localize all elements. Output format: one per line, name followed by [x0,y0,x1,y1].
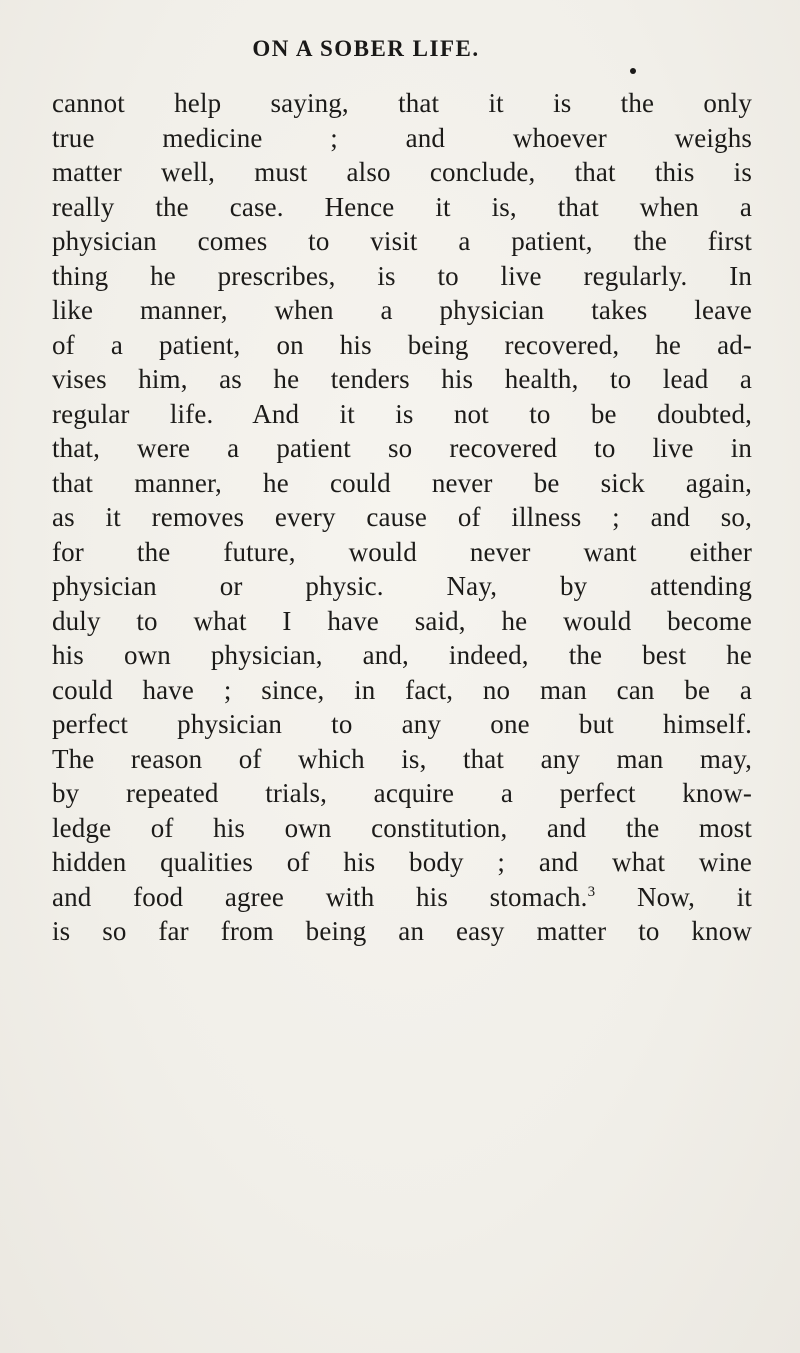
text-line: regular life. And it is not to be doubted, [52,398,752,429]
text-line: duly to what I have said, he would become [52,605,752,636]
body-text [52,86,752,949]
text-line: really the case. Hence it is, that when a [52,191,752,222]
text-line: physician or physic. Nay, by attending [52,571,752,601]
text-line: his own physician, and, indeed, the best he [52,640,752,670]
text-line: cannot help saying, that it is the only [52,88,752,118]
footnote-marker: 3 [587,883,596,900]
text-line: The reason of which is, that any man may, [52,743,752,774]
text-line: matter well, must also conclude, that this is [52,157,752,187]
text-line: that manner, he could never be sick again, [52,467,752,498]
text-line: vises him, as he tenders his health, to lead a [52,364,752,394]
text-line: physician comes to visit a patient, the first [52,226,752,256]
text-line: that, were a patient so recovered to live in [52,433,752,463]
text-line: thing he prescribes, is to live regularly. In [52,260,752,291]
text-line: for the future, would never want either [52,536,752,567]
text-line: like manner, when a physician takes leave [52,295,752,325]
text-line: of a patient, on his being recovered, he ad- [52,329,752,360]
text-line: ledge of his own constitution, and the most [52,812,752,843]
running-head [0,36,800,62]
text-line-tail: Now, it [636,881,753,912]
text-line: could have ; since, in fact, no man can be a [52,674,752,705]
text-line-head: and food agree with his stomach. [52,881,588,912]
text-line: is so far from being an easy matter to know [52,916,752,946]
running-head-title: ON A SOBER LIFE. [252,36,480,61]
text-line: hidden qualities of his body ; and what wine [52,847,752,877]
text-line [52,880,752,915]
text-line: as it removes every cause of illness ; and so, [52,502,752,532]
text-line: by repeated trials, acquire a perfect know- [52,778,752,808]
printer-mark [630,68,636,74]
text-line: true medicine ; and whoever weighs [52,122,752,153]
text-line: perfect physician to any one but himself. [52,709,752,739]
